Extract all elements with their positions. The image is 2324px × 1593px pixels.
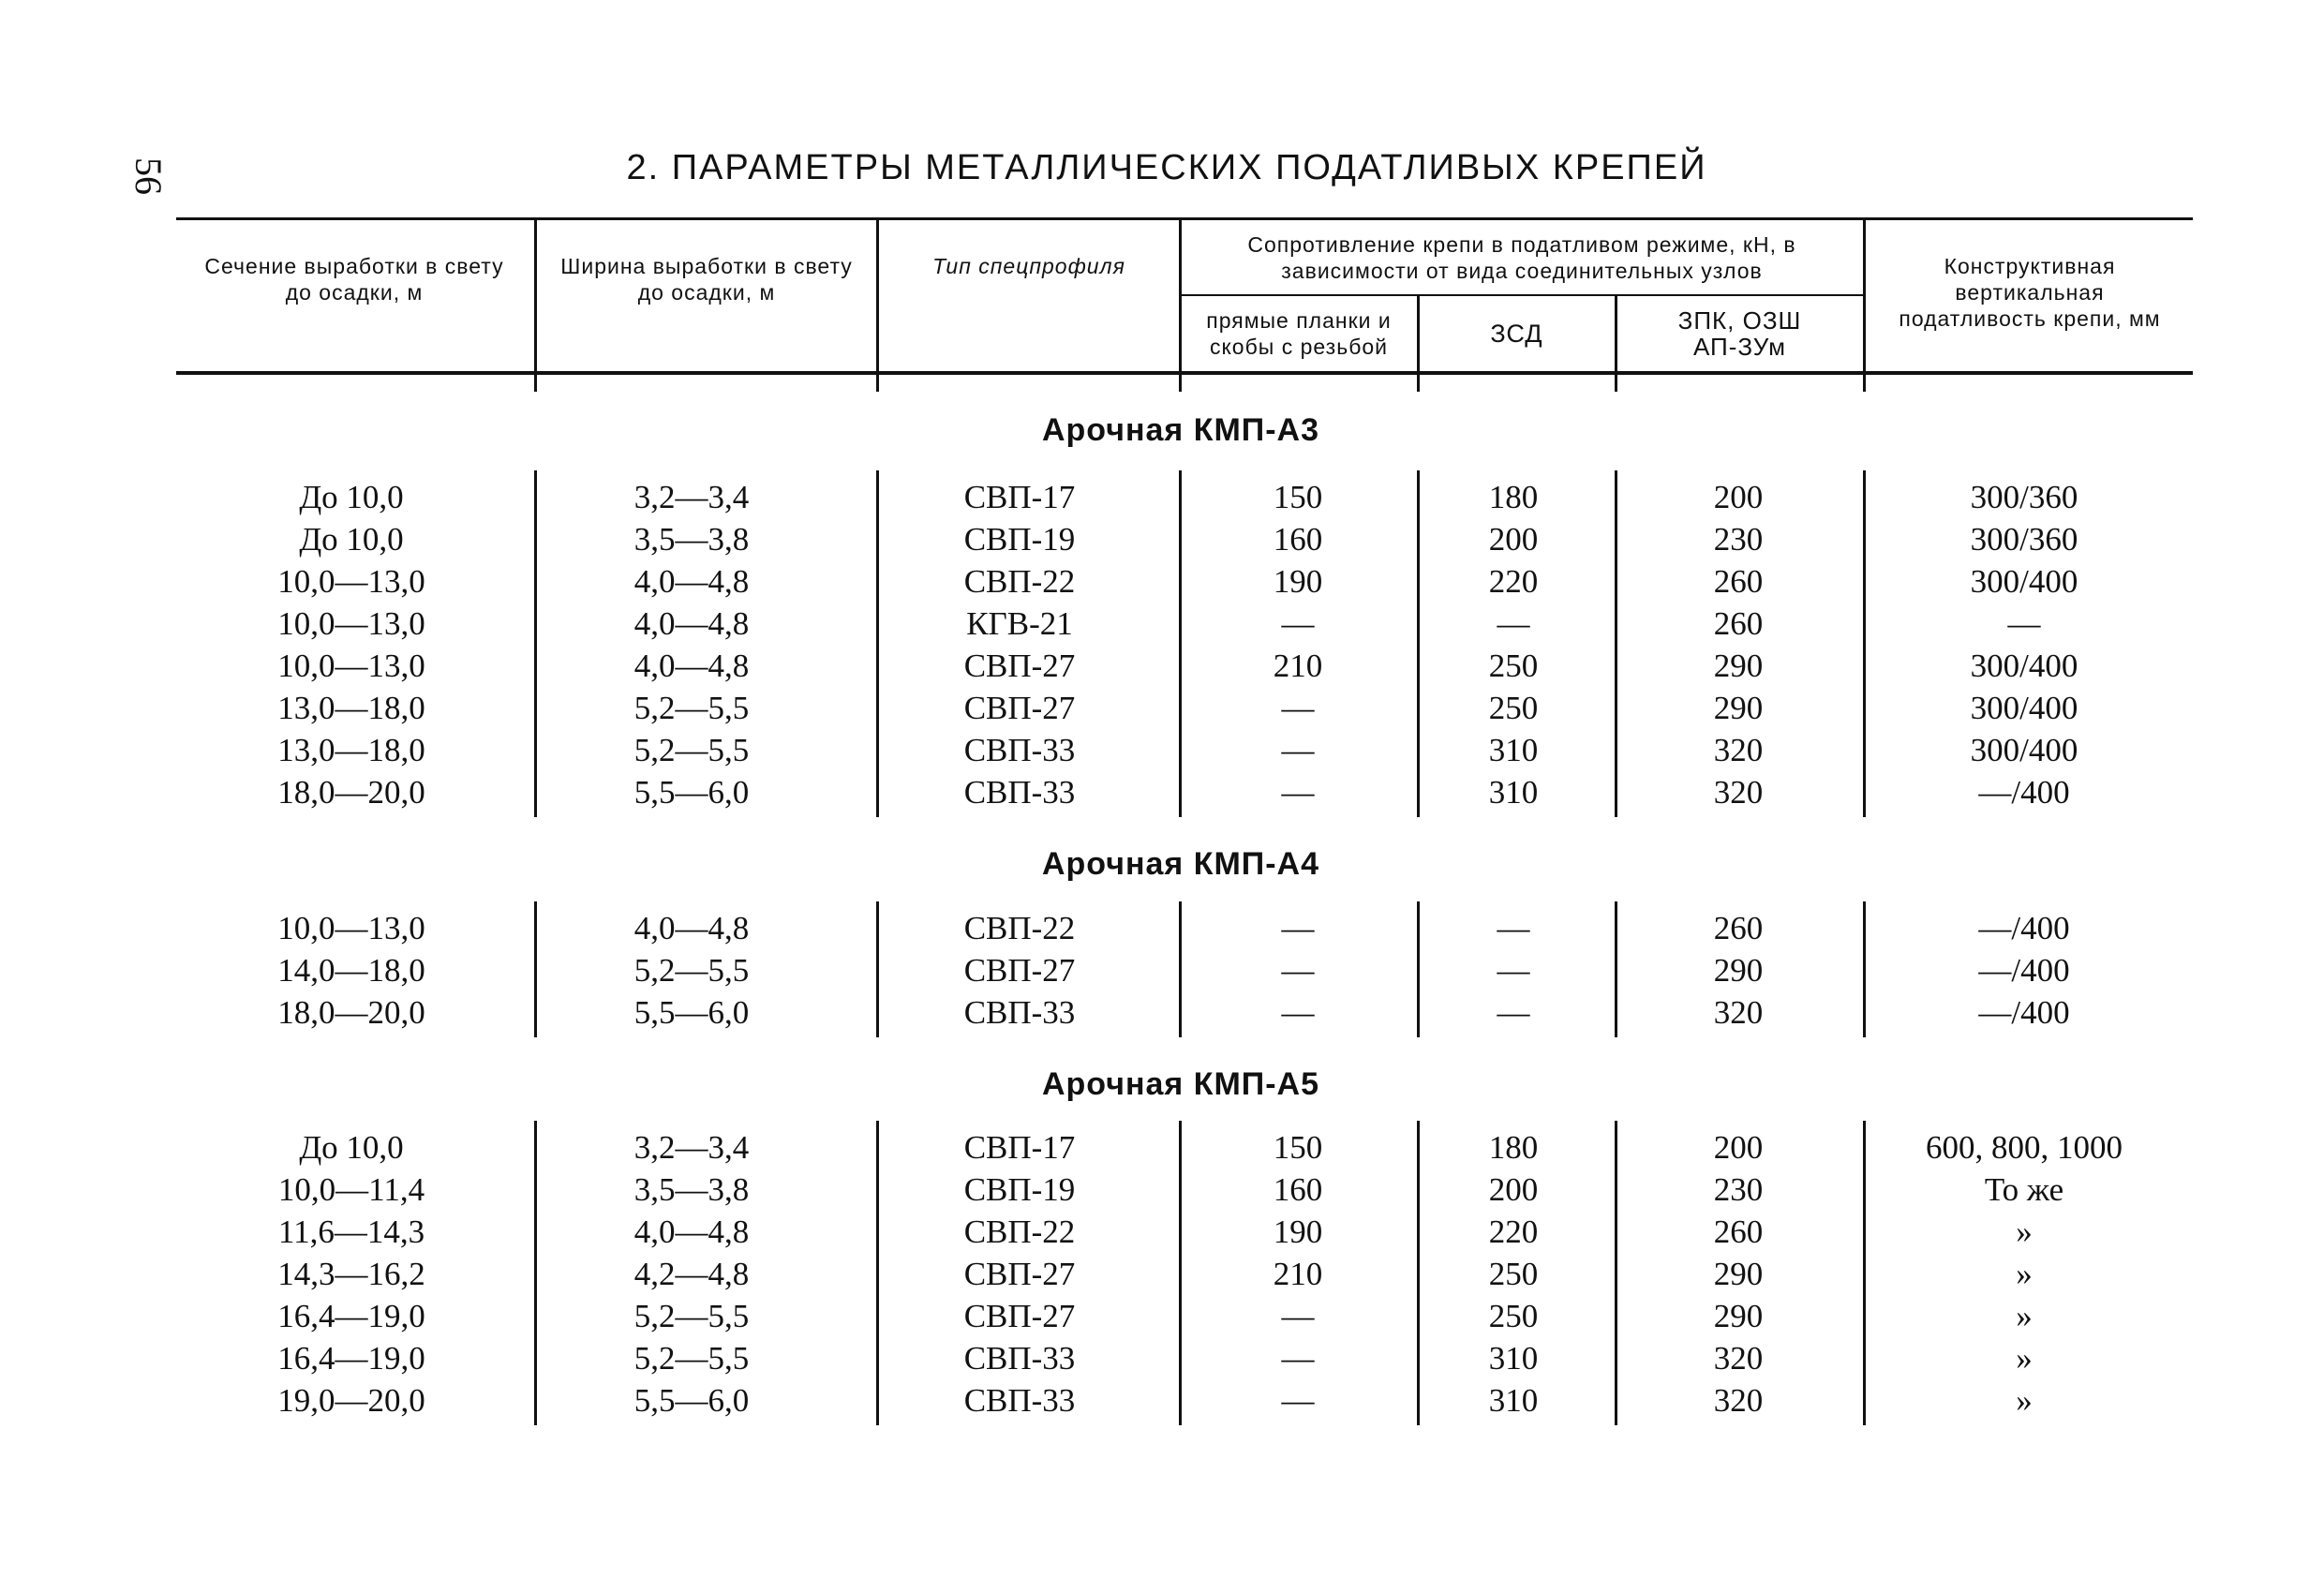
cell-width: 4,0—4,8 (633, 910, 750, 946)
header-resistance: Сопротивление крепи в податливом режиме, кН, в зависимости от вида соединительных узлов (1247, 232, 1796, 283)
cell-resist-zpk: 260 (1713, 605, 1764, 642)
cell-resist-zpk: 290 (1713, 1298, 1764, 1334)
header-profile: Тип спецпрофиля (932, 254, 1125, 278)
cell-section: 16,4—19,0 (277, 1340, 425, 1377)
cell-resist-zsd: 250 (1488, 690, 1539, 726)
cell-width: 4,2—4,8 (633, 1256, 750, 1292)
cell-resist-zpk: 290 (1713, 690, 1764, 726)
cell-compliance: —/400 (1978, 774, 2070, 811)
cell-resist-plates: — (1281, 690, 1315, 726)
cell-resist-plates: 190 (1273, 563, 1323, 600)
resistance-subheader-rule (1181, 294, 1865, 296)
cell-compliance: То же (1984, 1171, 2064, 1208)
cell-profile: КГВ-21 (966, 605, 1073, 642)
group-title: Арочная КМП-А5 (1041, 1066, 1319, 1102)
cell-resist-plates: — (1281, 732, 1315, 768)
cell-compliance: 600, 800, 1000 (1926, 1129, 2123, 1166)
cell-compliance: » (2016, 1340, 2033, 1377)
cell-compliance: » (2016, 1213, 2033, 1250)
cell-resist-plates: 150 (1273, 1129, 1323, 1166)
cell-section: 10,0—13,0 (277, 648, 425, 684)
header-divider (876, 219, 879, 392)
cell-width: 5,5—6,0 (633, 774, 750, 811)
cell-resist-zsd: — (1497, 910, 1530, 946)
cell-profile: СВП-27 (963, 648, 1076, 684)
cell-width: 5,2—5,5 (633, 732, 750, 768)
cell-width: 5,2—5,5 (633, 1340, 750, 1377)
cell-section: 10,0—11,4 (277, 1171, 425, 1208)
cell-compliance: 300/360 (1970, 479, 2078, 515)
cell-resist-plates: — (1281, 1298, 1315, 1334)
cell-section: До 10,0 (299, 521, 404, 558)
cell-width: 4,0—4,8 (633, 1213, 750, 1250)
header-section: Сечение выработки в свету до осадки, м (204, 254, 504, 305)
cell-width: 3,5—3,8 (633, 1171, 750, 1208)
header-resistance-zsd: ЗСД (1490, 320, 1543, 348)
cell-resist-zsd: 220 (1488, 1213, 1539, 1250)
cell-profile: СВП-27 (963, 1298, 1076, 1334)
cell-profile: СВП-33 (963, 774, 1076, 811)
cell-compliance: 300/360 (1970, 521, 2078, 558)
cell-resist-zsd: 200 (1488, 1171, 1539, 1208)
cell-resist-zpk: 290 (1713, 952, 1764, 989)
cell-resist-plates: 210 (1273, 1256, 1323, 1292)
cell-profile: СВП-33 (963, 994, 1076, 1031)
cell-resist-plates: — (1281, 994, 1315, 1031)
header-divider (1179, 219, 1182, 392)
cell-compliance: — (2007, 605, 2041, 642)
cell-profile: СВП-19 (963, 1171, 1076, 1208)
cell-width: 5,2—5,5 (633, 690, 750, 726)
cell-profile: СВП-27 (963, 690, 1076, 726)
cell-resist-zsd: 180 (1488, 479, 1539, 515)
table-top-rule (176, 217, 2193, 220)
cell-compliance: 300/400 (1970, 690, 2078, 726)
cell-profile: СВП-17 (963, 479, 1076, 515)
cell-resist-zpk: 260 (1713, 910, 1764, 946)
cell-resist-plates: — (1281, 1340, 1315, 1377)
cell-resist-zpk: 260 (1713, 563, 1764, 600)
cell-compliance: » (2016, 1256, 2033, 1292)
cell-section: 18,0—20,0 (277, 774, 425, 811)
cell-resist-zsd: — (1497, 994, 1530, 1031)
cell-resist-plates: — (1281, 952, 1315, 989)
cell-compliance: —/400 (1978, 952, 2070, 989)
cell-section: 10,0—13,0 (277, 605, 425, 642)
group-title: Арочная КМП-А4 (1041, 846, 1319, 882)
cell-section: До 10,0 (299, 479, 404, 515)
cell-section: 14,3—16,2 (277, 1256, 425, 1292)
cell-resist-zpk: 320 (1713, 774, 1764, 811)
cell-compliance: 300/400 (1970, 648, 2078, 684)
cell-width: 5,5—6,0 (633, 994, 750, 1031)
header-resistance-zpk: ЗПК, ОЗШ АП-ЗУм (1677, 306, 1802, 361)
cell-profile: СВП-22 (963, 910, 1076, 946)
header-width: Ширина выработки в свету до осадки, м (560, 254, 853, 305)
cell-compliance: » (2016, 1382, 2033, 1419)
header-divider (1417, 296, 1420, 392)
cell-compliance: —/400 (1978, 994, 2070, 1031)
cell-profile: СВП-17 (963, 1129, 1076, 1166)
cell-resist-zpk: 290 (1713, 1256, 1764, 1292)
cell-section: 14,0—18,0 (277, 952, 425, 989)
cell-profile: СВП-33 (963, 732, 1076, 768)
cell-profile: СВП-33 (963, 1340, 1076, 1377)
cell-resist-zpk: 230 (1713, 1171, 1764, 1208)
cell-width: 4,0—4,8 (633, 648, 750, 684)
cell-resist-zpk: 260 (1713, 1213, 1764, 1250)
cell-profile: СВП-19 (963, 521, 1076, 558)
cell-compliance: 300/400 (1970, 732, 2078, 768)
cell-resist-zsd: 200 (1488, 521, 1539, 558)
cell-section: 16,4—19,0 (277, 1298, 425, 1334)
header-compliance: Конструктивная вертикальная податливость крепи, мм (1899, 254, 2161, 331)
cell-profile: СВП-27 (963, 952, 1076, 989)
cell-profile: СВП-22 (963, 563, 1076, 600)
cell-resist-zsd: 310 (1488, 732, 1539, 768)
cell-section: 13,0—18,0 (277, 690, 425, 726)
cell-resist-plates: 190 (1273, 1213, 1323, 1250)
cell-resist-zpk: 230 (1713, 521, 1764, 558)
cell-resist-zsd: 310 (1488, 1340, 1539, 1377)
cell-resist-plates: — (1281, 910, 1315, 946)
cell-width: 3,5—3,8 (633, 521, 750, 558)
page-title: 2. ПАРАМЕТРЫ МЕТАЛЛИЧЕСКИХ ПОДАТЛИВЫХ КРЕПЕЙ (626, 148, 1707, 187)
cell-section: 18,0—20,0 (277, 994, 425, 1031)
cell-section: 11,6—14,3 (277, 1213, 425, 1250)
header-divider (534, 219, 537, 392)
cell-profile: СВП-33 (963, 1382, 1076, 1419)
cell-width: 5,2—5,5 (633, 1298, 750, 1334)
cell-resist-zpk: 320 (1713, 732, 1764, 768)
cell-profile: СВП-27 (963, 1256, 1076, 1292)
cell-width: 5,2—5,5 (633, 952, 750, 989)
cell-resist-zsd: 220 (1488, 563, 1539, 600)
header-resistance-plates: прямые планки и скобы с резьбой (1206, 308, 1392, 359)
cell-width: 4,0—4,8 (633, 605, 750, 642)
group-title: Арочная КМП-А3 (1041, 412, 1319, 448)
cell-resist-zsd: 310 (1488, 1382, 1539, 1419)
cell-section: 10,0—13,0 (277, 563, 425, 600)
page-number: 56 (127, 157, 170, 195)
header-divider (1863, 219, 1866, 392)
cell-section: 13,0—18,0 (277, 732, 425, 768)
cell-resist-zpk: 290 (1713, 648, 1764, 684)
cell-resist-plates: — (1281, 774, 1315, 811)
cell-resist-zsd: 310 (1488, 774, 1539, 811)
cell-compliance: —/400 (1978, 910, 2070, 946)
header-divider (1615, 296, 1617, 392)
cell-resist-zsd: — (1497, 605, 1530, 642)
cell-profile: СВП-22 (963, 1213, 1076, 1250)
cell-resist-zsd: 180 (1488, 1129, 1539, 1166)
cell-resist-zsd: — (1497, 952, 1530, 989)
cell-width: 3,2—3,4 (633, 479, 750, 515)
cell-resist-zsd: 250 (1488, 1256, 1539, 1292)
cell-resist-zpk: 320 (1713, 994, 1764, 1031)
cell-compliance: » (2016, 1298, 2033, 1334)
cell-resist-zpk: 320 (1713, 1382, 1764, 1419)
cell-compliance: 300/400 (1970, 563, 2078, 600)
cell-resist-plates: 160 (1273, 521, 1323, 558)
cell-resist-plates: — (1281, 605, 1315, 642)
cell-resist-zsd: 250 (1488, 1298, 1539, 1334)
cell-width: 5,5—6,0 (633, 1382, 750, 1419)
cell-resist-plates: 160 (1273, 1171, 1323, 1208)
cell-resist-plates: — (1281, 1382, 1315, 1419)
cell-resist-plates: 210 (1273, 648, 1323, 684)
cell-section: 19,0—20,0 (277, 1382, 425, 1419)
cell-section: 10,0—13,0 (277, 910, 425, 946)
cell-resist-zpk: 200 (1713, 1129, 1764, 1166)
cell-width: 4,0—4,8 (633, 563, 750, 600)
header-bottom-rule (176, 371, 2193, 375)
cell-section: До 10,0 (299, 1129, 404, 1166)
cell-resist-plates: 150 (1273, 479, 1323, 515)
cell-resist-zpk: 200 (1713, 479, 1764, 515)
cell-resist-zsd: 250 (1488, 648, 1539, 684)
cell-width: 3,2—3,4 (633, 1129, 750, 1166)
cell-resist-zpk: 320 (1713, 1340, 1764, 1377)
